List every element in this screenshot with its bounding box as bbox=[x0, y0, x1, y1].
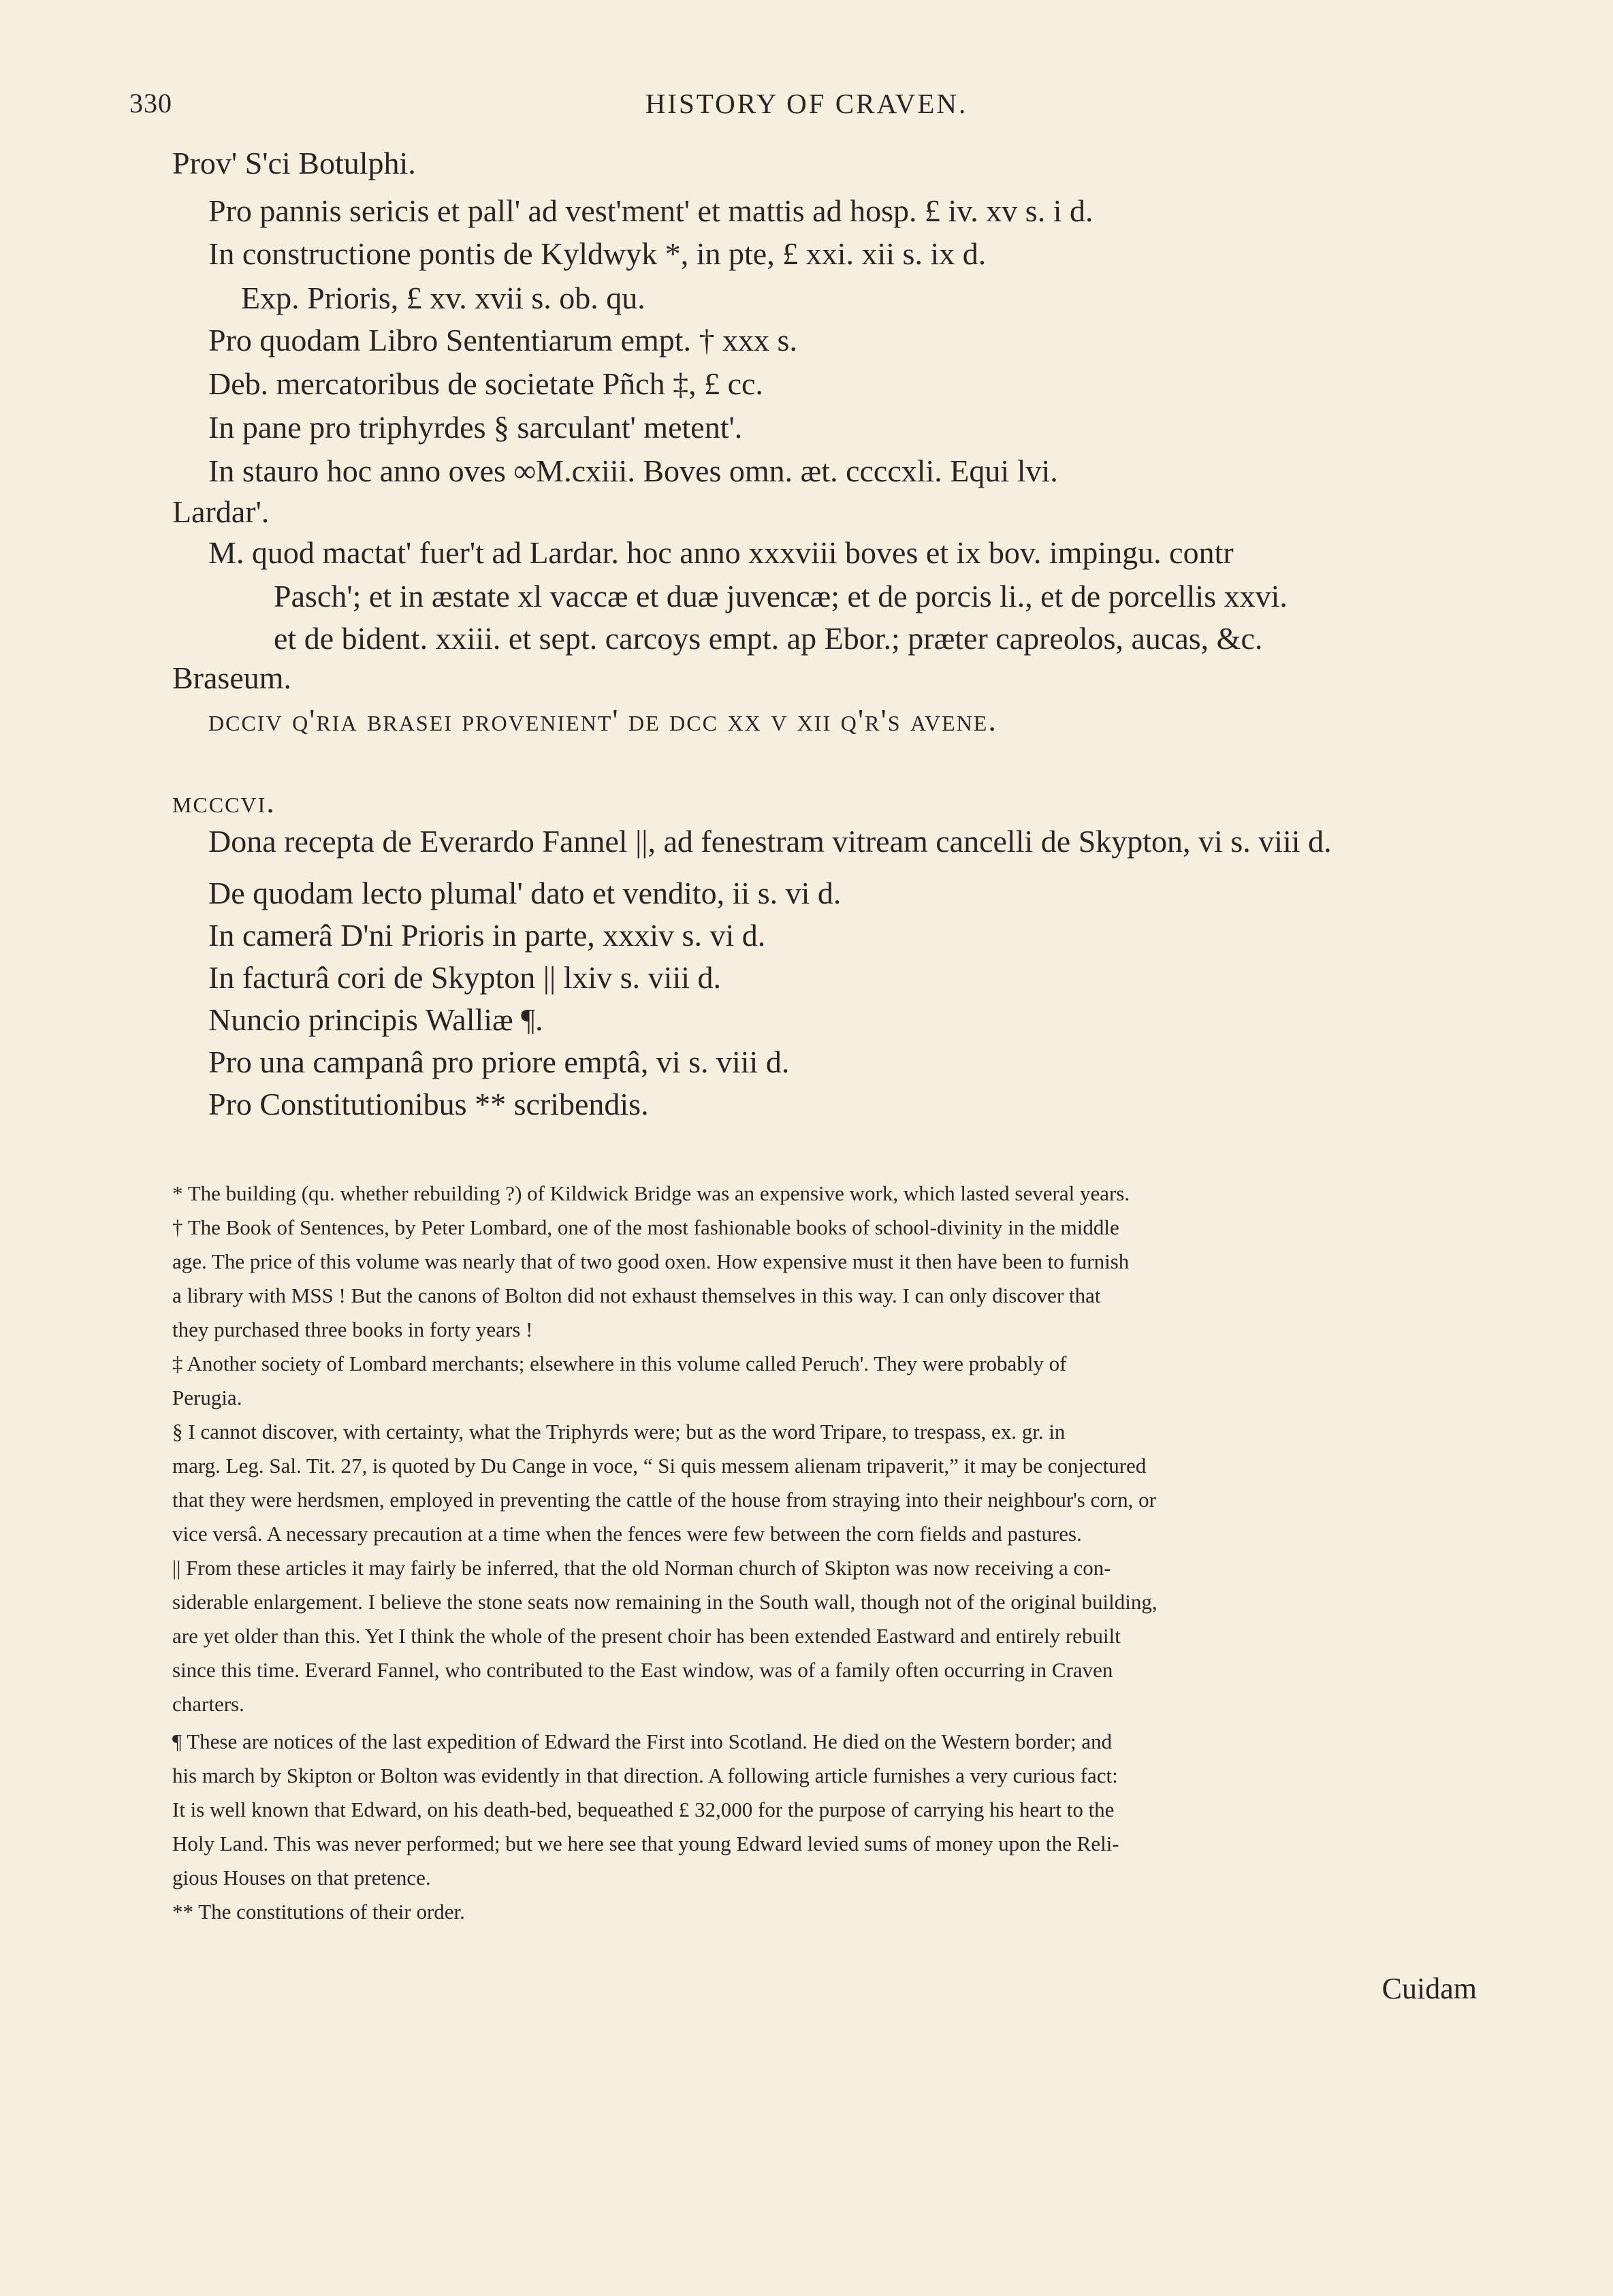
footnote-line: § I cannot discover, with certainty, what the Triphyrds were; but as the word Tripare, to trespass, ex. gr. in bbox=[172, 1420, 1066, 1444]
footnote-line: vice versâ. A necessary precaution at a time when the fences were few between the corn fields and pastures. bbox=[172, 1522, 1082, 1546]
footnote-line: since this time. Everard Fannel, who contributed to the East window, was of a family often occurring in Craven bbox=[172, 1658, 1113, 1682]
section-heading: Lardar'. bbox=[172, 494, 270, 529]
footnote-line: charters. bbox=[172, 1692, 244, 1716]
footnote-line: ‡ Another society of Lombard merchants; elsewhere in this volume called Peruch'. They were probably of bbox=[172, 1352, 1067, 1375]
footnote-line: marg. Leg. Sal. Tit. 27, is quoted by Du Cange in voce, “ Si quis messem alienam tripaverit,” it may be conjectured bbox=[172, 1454, 1147, 1478]
footnote-line: siderable enlargement. I believe the stone seats now remaining in the South wall, though not of the original building, bbox=[172, 1590, 1157, 1614]
entry-line: Deb. mercatoribus de societate Pñch ‡, £ cc. bbox=[208, 366, 763, 401]
section-heading: Braseum. bbox=[172, 660, 292, 695]
footnote-line: ** The constitutions of their order. bbox=[172, 1900, 465, 1924]
footnote-line: It is well known that Edward, on his death-bed, bequeathed £ 32,000 for the purpose of carrying his heart to the bbox=[172, 1798, 1115, 1821]
footnote-line: are yet older than this. Yet I think the whole of the present choir has been extended Eastward and entirely rebuilt bbox=[172, 1624, 1121, 1648]
entry-line: dcciv q'ria brasei provenient' de dcc xx v xii q'r's avene. bbox=[208, 703, 997, 737]
entry-line: In stauro hoc anno oves ∞M.cxiii. Boves omn. æt. ccccxli. Equi lvi. bbox=[208, 453, 1058, 488]
footnote-line: † The Book of Sentences, by Peter Lombard, one of the most fashionable books of school-divinity in the middle bbox=[172, 1215, 1119, 1239]
footnote-line: his march by Skipton or Bolton was evidently in that direction. A following article furnishes a very curious fact: bbox=[172, 1764, 1118, 1787]
footnote-line: ¶ These are notices of the last expedition of Edward the First into Scotland. He died on the Western border; and bbox=[172, 1729, 1113, 1753]
entry-line: De quodam lecto plumal' dato et vendito, ii s. vi d. bbox=[208, 876, 842, 910]
entry-line: In facturâ cori de Skypton || lxiv s. viii d. bbox=[208, 960, 722, 995]
catchword: Cuidam bbox=[1382, 1972, 1477, 2005]
entry-line: In pane pro triphyrdes § sarculant' metent'. bbox=[208, 410, 743, 445]
page-number: 330 bbox=[129, 88, 172, 118]
entry-line: Exp. Prioris, £ xv. xvii s. ob. qu. bbox=[241, 281, 645, 315]
entry-line: et de bident. xxiii. et sept. carcoys empt. ap Ebor.; præter capreolos, aucas, &c. bbox=[274, 621, 1263, 656]
entry-line: Pro quodam Libro Sententiarum empt. † xxx s. bbox=[208, 323, 797, 357]
entry-line: Pro una campanâ pro priore emptâ, vi s. viii d. bbox=[208, 1045, 790, 1079]
running-title: HISTORY OF CRAVEN. bbox=[645, 88, 968, 119]
footnote-line: || From these articles it may fairly be inferred, that the old Norman church of Skipton was now receiving a con- bbox=[172, 1556, 1111, 1580]
entry-line: In constructione pontis de Kyldwyk *, in pte, £ xxi. xii s. ix d. bbox=[208, 236, 987, 271]
footnote-line: they purchased three books in forty years ! bbox=[172, 1318, 533, 1341]
footnote-line: gious Houses on that pretence. bbox=[172, 1866, 431, 1890]
footnote-line: age. The price of this volume was nearly that of two good oxen. How expensive must it then have been to furnish bbox=[172, 1249, 1130, 1273]
footnote-line: that they were herdsmen, employed in preventing the cattle of the house from straying into their neighbour's corn, or bbox=[172, 1488, 1156, 1512]
footnote-line: * The building (qu. whether rebuilding ?) of Kildwick Bridge was an expensive work, which lasted several years. bbox=[172, 1181, 1130, 1205]
entry-line: Pro Constitutionibus ** scribendis. bbox=[208, 1087, 649, 1121]
section-heading: Prov' S'ci Botulphi. bbox=[172, 146, 416, 180]
entry-line: Nuncio principis Walliæ ¶. bbox=[208, 1002, 543, 1037]
footnote-line: Perugia. bbox=[172, 1386, 242, 1409]
footnote-line: a library with MSS ! But the canons of Bolton did not exhaust themselves in this way. I can only discover that bbox=[172, 1283, 1101, 1307]
entry-line: Pro pannis sericis et pall' ad vest'ment' et mattis ad hosp. £ iv. xv s. i d. bbox=[208, 193, 1093, 228]
entry-line: In camerâ D'ni Prioris in parte, xxxiv s. vi d. bbox=[208, 918, 766, 953]
entry-line: Pasch'; et in æstate xl vaccæ et duæ juvencæ; et de porcis li., et de porcellis xxvi. bbox=[274, 579, 1288, 613]
entry-line: Dona recepta de Everardo Fannel ||, ad fenestram vitream cancelli de Skypton, vi s. viii d. bbox=[208, 824, 1332, 859]
entry-line: M. quod mactat' fuer't ad Lardar. hoc anno xxxviii boves et ix bov. impingu. contr bbox=[208, 535, 1234, 570]
footnote-line: Holy Land. This was never performed; but we here see that young Edward levied sums of money upon the Reli- bbox=[172, 1832, 1119, 1855]
year-heading: mcccvi. bbox=[172, 784, 276, 819]
